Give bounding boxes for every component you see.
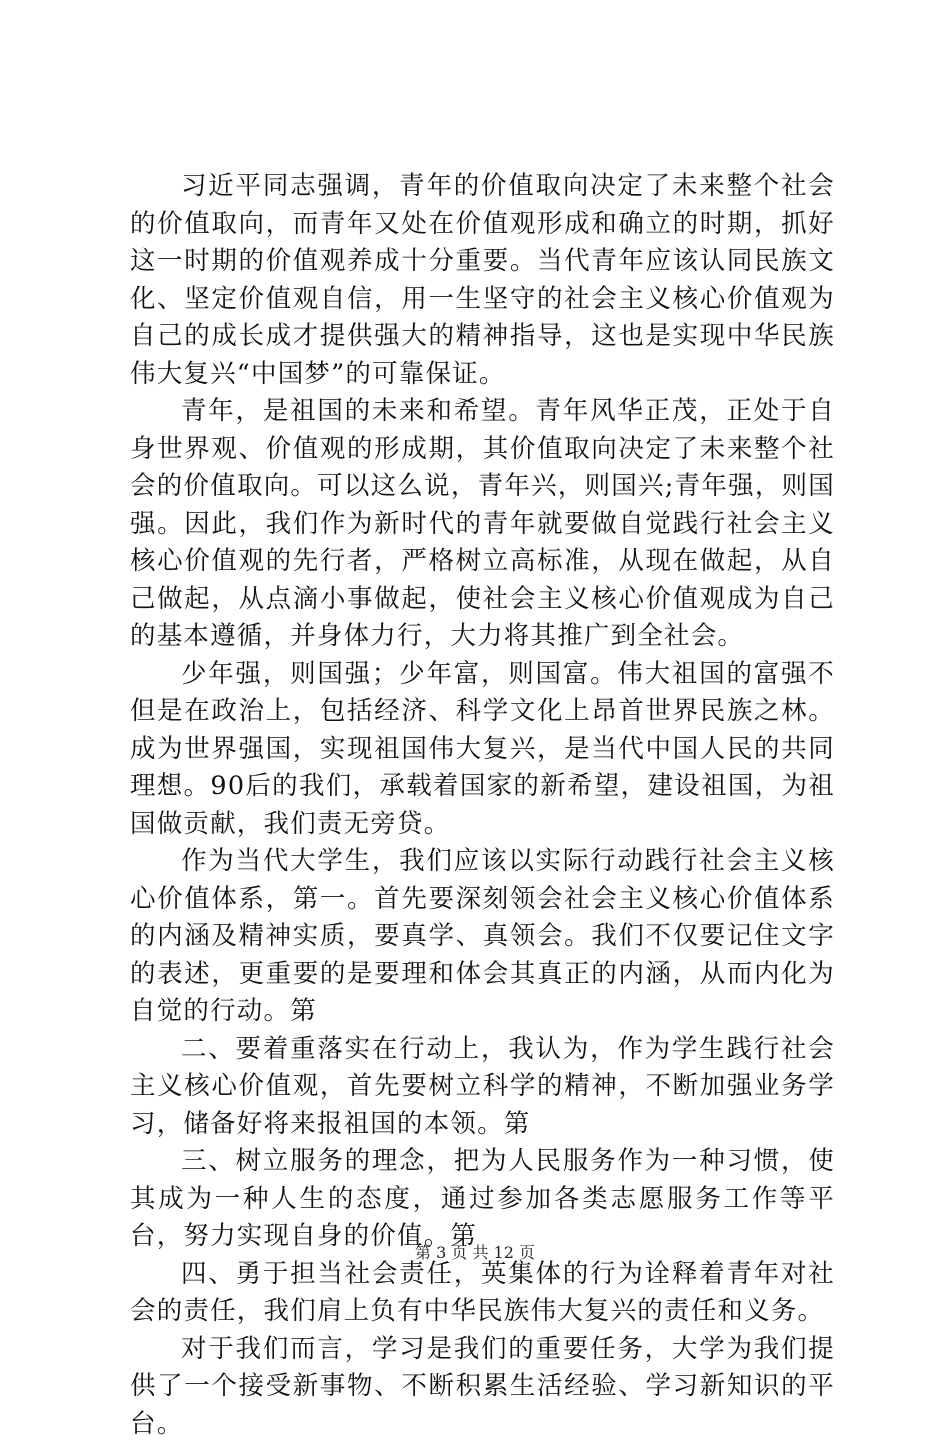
paragraph-4: 作为当代大学生，我们应该以实际行动践行社会主义核心价值体系，第一。首先要深刻领会社会主义核心价值体系的内涵及精神实质，要真学、真领会。我们不仅要记住文字的表述，更重要的是要理和体会其真正的内涵，从而内化为自觉的行动。第 <box>130 843 835 1031</box>
paragraph-3: 少年强，则国强；少年富，则国富。伟大祖国的富强不但是在政治上，包括经济、科学文化上昂首世界民族之林。成为世界强国，实现祖国伟大复兴，是当代中国人民的共同理想。90后的我们，承载着国家的新希望，建设祖国，为祖国做贡献，我们责无旁贷。 <box>130 656 835 844</box>
paragraph-5: 二、要着重落实在行动上，我认为，作为学生践行社会主义核心价值观，首先要树立科学的精神，不断加强业务学习，储备好将来报祖国的本领。第 <box>130 1031 835 1144</box>
paragraph-6: 三、树立服务的理念，把为人民服务作为一种习惯，使其成为一种人生的态度，通过参加各类志愿服务工作等平台，努力实现自身的价值。第 <box>130 1143 835 1256</box>
paragraph-8: 对于我们而言，学习是我们的重要任务，大学为我们提供了一个接受新事物、不断积累生活经验、学习新知识的平台。 <box>130 1331 835 1443</box>
paragraph-2: 青年，是祖国的未来和希望。青年风华正茂，正处于自身世界观、价值观的形成期，其价值取向决定了未来整个社会的价值取向。可以这么说，青年兴，则国兴;青年强，则国强。因此，我们作为新时代的青年就要做自觉践行社会主义核心价值观的先行者，严格树立高标准，从现在做起，从自己做起，从点滴小事做起，使社会主义核心价值观成为自己的基本遵循，并身体力行，大力将其推广到全社会。 <box>130 393 835 656</box>
page-footer: 第 3 页 共 12 页 <box>0 1243 950 1263</box>
paragraph-7: 四、勇于担当社会责任，英集体的行为诠释着青年对社会的责任，我们肩上负有中华民族伟大复兴的责任和义务。 <box>130 1256 835 1331</box>
paragraph-1: 习近平同志强调，青年的价值取向决定了未来整个社会的价值取向，而青年又处在价值观形成和确立的时期，抓好这一时期的价值观养成十分重要。当代青年应该认同民族文化、坚定价值观自信，用一生坚守的社会主义核心价值观为自己的成长成才提供强大的精神指导，这也是实现中华民族伟大复兴“中国梦”的可靠保证。 <box>130 168 835 393</box>
